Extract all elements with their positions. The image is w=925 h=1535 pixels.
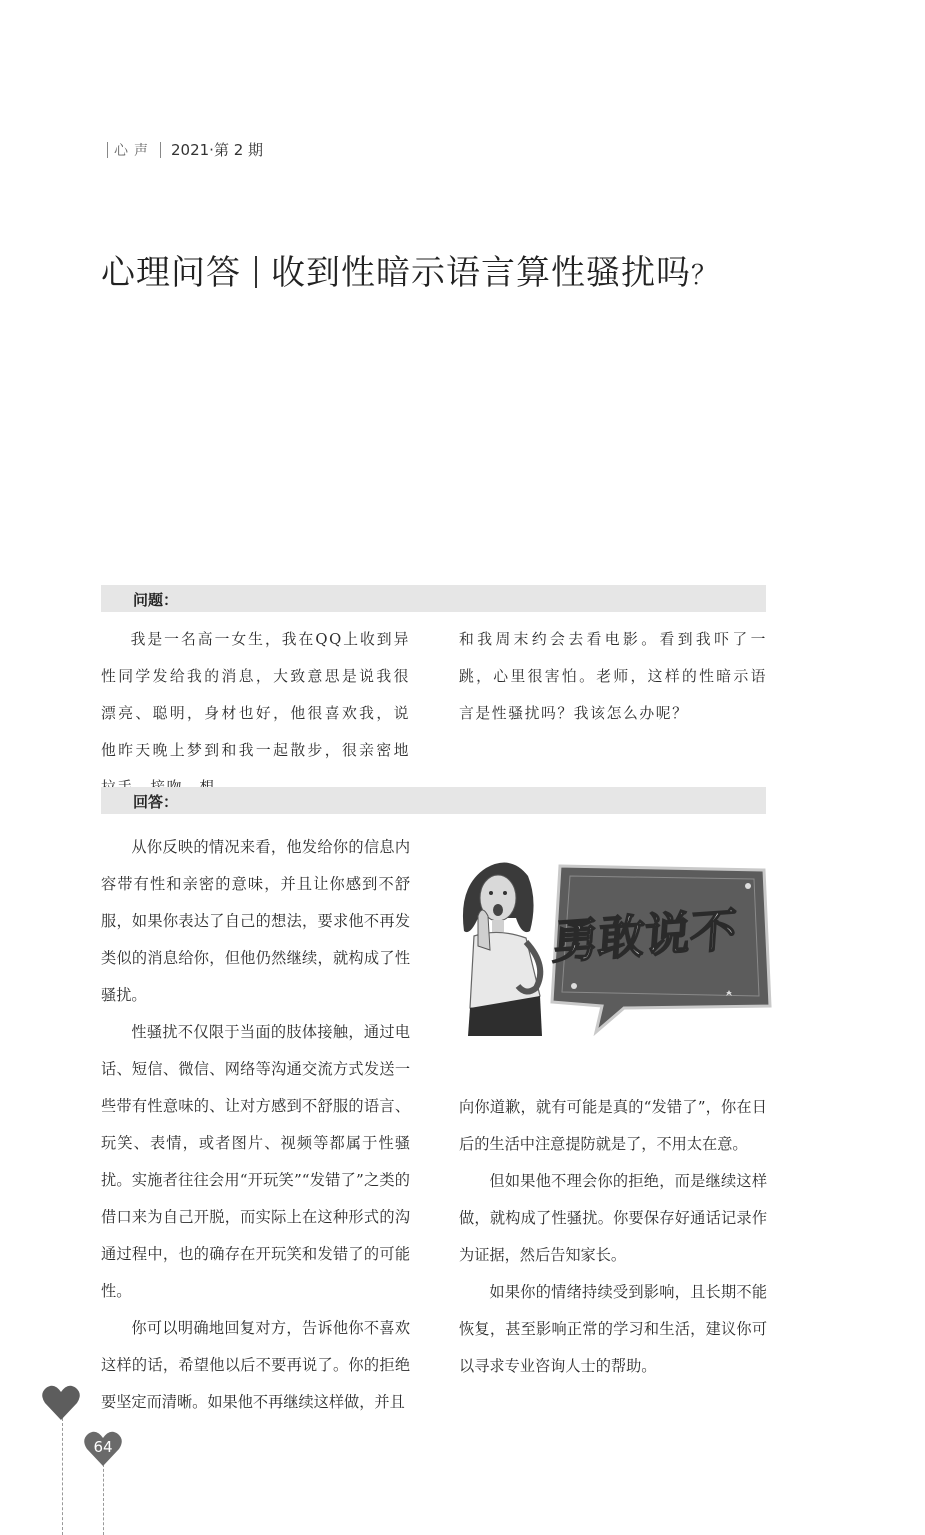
question-left-column [101, 621, 410, 806]
title-divider [255, 256, 257, 288]
issue-label: 2021·第 2 期 [171, 141, 264, 159]
answer-right-column [459, 1089, 767, 1385]
section-name: 心声 [114, 142, 154, 159]
bubble-text: 勇敢说不 [550, 902, 739, 970]
question-text-right: 和我周末约会去看电影。看到我吓了一跳，心里很害怕。老师，这样的性暗示语言是性骚扰吗？我该怎么办呢？ [459, 631, 767, 722]
raised-hand [478, 910, 490, 950]
answer-paragraph: 你可以明确地回复对方，告诉他你不喜欢这样的话，希望他以后不要再说了。你的拒绝要坚定而清晰。如果他不再继续这样做，并且 [101, 1319, 410, 1411]
question-band [101, 585, 766, 612]
divider [160, 142, 161, 158]
issue-header [101, 139, 263, 160]
heart-icon [41, 1384, 81, 1422]
article-title [101, 245, 718, 294]
dashed-line [103, 1464, 104, 1535]
answer-band [101, 787, 766, 814]
illustration-svg [456, 846, 786, 1046]
answer-paragraph: 向你道歉，就有可能是真的“发错了”，你在日后的生活中注意提防就是了，不用太在意。 [459, 1098, 767, 1153]
answer-paragraph: 性骚扰不仅限于当面的肢体接触，通过电话、短信、微信、网络等沟通交流方式发送一些带有性意味的、让对方感到不舒服的语言、玩笑、表情，或者图片、视频等都属于性骚扰。实施者往往会用“开玩笑”“发错了”之类的借口来为自己开脱，而实际上在这种形式的沟通过程中，也的确存在开玩笑和发错了的可能性。 [101, 1023, 410, 1300]
title-question-mark: ？ [691, 261, 719, 291]
brave-say-no-illustration [456, 846, 786, 1046]
answer-paragraph: 如果你的情绪持续受到影响，且长期不能恢复，甚至影响正常的学习和生活，建议你可以寻求专业咨询人士的帮助。 [459, 1283, 767, 1375]
answer-left-column [101, 829, 410, 1421]
question-label: 问题： [133, 591, 179, 609]
page-number: 64 [93, 1438, 113, 1456]
title-headline: 收到性暗示语言算性骚扰吗 [271, 253, 691, 293]
question-text-left: 我是一名高一女生，我在QQ上收到异性同学发给我的消息，大致意思是说我很漂亮、聪明，身材也好，他很喜欢我，说他昨天晚上梦到和我一起散步，很亲密地 [101, 631, 410, 759]
dashed-line [62, 1418, 63, 1535]
answer-paragraph: 从你反映的情况来看，他发给你的信息内容带有性和亲密的意味，并且让你感到不舒服，如果你表达了自己的想法，要求他不再发类似的消息给你，但他仍然继续，就构成了性骚扰。 [101, 838, 410, 1004]
divider [107, 142, 108, 158]
answer-paragraph: 但如果他不理会你的拒绝，而是继续这样做，就构成了性骚扰。你要保存好通话记录作为证据，然后告知家长。 [459, 1172, 767, 1264]
title-category: 心理问答 [101, 253, 241, 293]
answer-label: 回答： [133, 793, 179, 811]
question-right-column [459, 621, 767, 732]
